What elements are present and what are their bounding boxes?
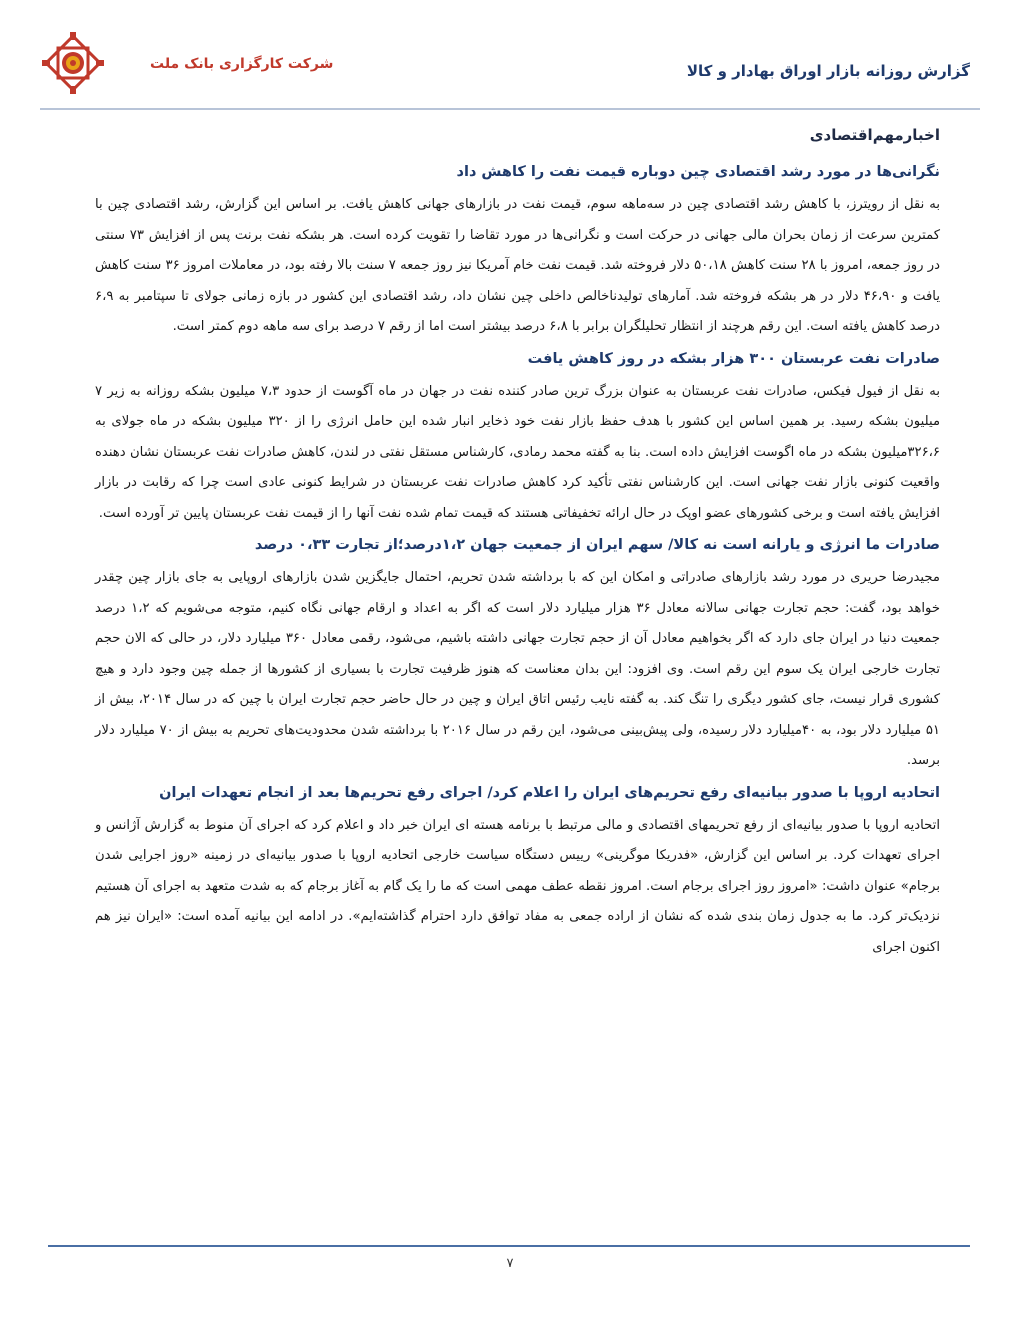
report-title: گزارش روزانه بازار اوراق بهادار و کالا [686, 62, 970, 80]
page-header [40, 20, 980, 112]
section-title: اخبارمهم‌اقتصادی [809, 126, 940, 144]
news-item [95, 779, 940, 964]
news-paragraph: مجیدرضا حریری در مورد رشد بازارهای صادراتی و امکان این که با برداشته شدن تحریم، احتمال جایگزین شدن بازارهای اروپایی به جای بازار چین چقدر خواهد بود، گفت: حجم تجارت جهانی سالانه معادل ۳۶ هزار میلیارد دلار است که اگر به اعداد و ارقام جهانی نگاه کنیم، متوجه می‌شویم که ۱،۲ درصد جمعیت دنیا در ایران جای دارد که اگر بخواهیم معادل آن از حجم تجارت جهانی داشته باشیم، می‌شود، رقمی معادل ۳۶۰ میلیارد دلار، در حالی که الان حجم تجارت خارجی ایران یک سوم این رقم است. وی افزود: این بدان معناست که هنوز ظرفیت تجارت با بسیاری از کشورها از جمله چین وجود دارد و هیچ کشوری قرار نیست، جای کشور دیگری را تنگ کند. به گفته نایب رئیس اتاق ایران و چین در حال حاضر حجم تجارت ایران با چین که در سال ۲۰۱۴، بیش از ۵۱ میلیارد دلار بود، به ۴۰میلیارد دلار رسیده، ولی پیش‌بینی می‌شود، این رقم در سال ۲۰۱۶ با برداشته شدن محدودیت‌های تحریم به بیش از ۷۰ میلیارد دلار برسد. [95, 570, 940, 768]
news-paragraph: اتحادیه اروپا با صدور بیانیه‌ای از رفع تحریمهای اقتصادی و مالی مرتبط با برنامه هسته ای ایران خبر داد و اعلام کرد که اجرای آن منوط به گزارش آژانس و اجرای تعهدات کرد. بر اساس این گزارش، «فدریکا موگرینی» رییس دستگاه سیاست خارجی اتحادیه اروپا با صدور بیانیه‌ای در زمینه «روز اجرایی شدن برجام» عنوان داشت: «امروز روز اجرای برجام است. امروز نقطه عطف مهمی است که ما را یک گام به آغاز برجام که به شدت متعهد به اجرای آن هستیم نزدیک‌تر کرد. ما به جدول زمان بندی شده که نشان از اراده جمعی به مفاد توافق دارد احترام گذاشته‌ایم». در ادامه این بیانیه آمده است: «ایران نیز هم اکنون اجرای [95, 817, 940, 955]
news-title: نگرانی‌ها در مورد رشد اقتصادی چین دوباره قیمت نفت را کاهش داد [456, 164, 940, 180]
news-item [95, 158, 940, 343]
footer-divider [48, 1245, 970, 1247]
bank-mellat-logo-icon [40, 30, 106, 96]
news-item [95, 345, 940, 530]
news-item [95, 531, 940, 777]
news-paragraph: به نقل از رویترز، با کاهش رشد اقتصادی چین در سه‌ماهه سوم، قیمت نفت در بازارهای جهانی کاهش یافت. بر اساس این گزارش، رشد اقتصادی چین با کمترین سرعت از زمان بحران مالی جهانی در حرکت است و نگرانی‌ها در مورد تقاضا را تقویت کرده است. هر بشکه نفت برنت پس از افزایش ۷۳ سنتی در روز جمعه، امروز با ۲۸ سنت کاهش ۵۰،۱۸ دلار فروخته شد. قیمت نفت خام آمریکا نیز روز جمعه ۷ سنت بالا رفته بود، در معاملات امروز ۳۶ سنت کاهش یافت و ۴۶،۹۰ دلار در هر بشکه فروخته شد. آمارهای تولیدناخالص داخلی چین نشان داد، رشد اقتصادی این کشور در بازه زمانی جولای تا سپتامبر به ۶،۹ درصد کاهش یافته است. این رقم هرچند از انتظار تحلیلگران برابر با ۶،۸ درصد بیشتر است اما از رقم ۷ درصد برای سه ماهه دوم کمتر است. [95, 197, 940, 334]
broker-name: شرکت کارگزاری بانک ملت [150, 56, 334, 72]
page-number: ۷ [506, 1256, 514, 1271]
document-body [95, 118, 940, 965]
header-divider [40, 108, 980, 110]
news-title: صادرات ما انرژی و یارانه است نه کالا/ سهم ایران از جمعیت جهان ۱،۲درصد؛از تجارت ۰،۳۳ درصد [254, 537, 940, 553]
news-paragraph: به نقل از فیول فیکس، صادرات نفت عربستان به عنوان بزرگ ترین صادر کننده نفت در جهان در ماه آگوست از حدود ۷،۳ میلیون بشکه روزانه به زیر ۷ میلیون بشکه رسید. بر همین اساس این کشور با هدف حفظ بازار نفت خود ذخایر انبار شده این حامل انرژی را از ۳۲۰ میلیون بشکه در ماه جولای به ۳۲۶،۶میلیون بشکه در ماه اگوست افزایش داده است. بنا به گفته محمد رمادی، کارشناس مستقل نفتی در لندن، کاهش صادرات نفت عربستان نشان دهنده واقعیت کنونی بازار نفت جهانی است. این کارشناس نفتی تأکید کرد کاهش صادرات نفت عربستان در شرایط کنونی عادی است چرا که رقابت در بازار افزایش یافته است و برخی کشورهای عضو اوپک در حال ارائه تخفیفاتی هستند که قیمت تمام شده نفت آنها را از قیمت نفت عربستان پایین تر آورده است. [95, 383, 941, 521]
news-title: صادرات نفت عربستان ۳۰۰ هزار بشکه در روز کاهش یافت [527, 350, 940, 367]
news-title: اتحادیه اروپا با صدور بیانیه‌ای رفع تحریم‌های ایران را اعلام کرد/ اجرای رفع تحریم‌ها بعد از انجام تعهدات ایران [159, 784, 940, 801]
